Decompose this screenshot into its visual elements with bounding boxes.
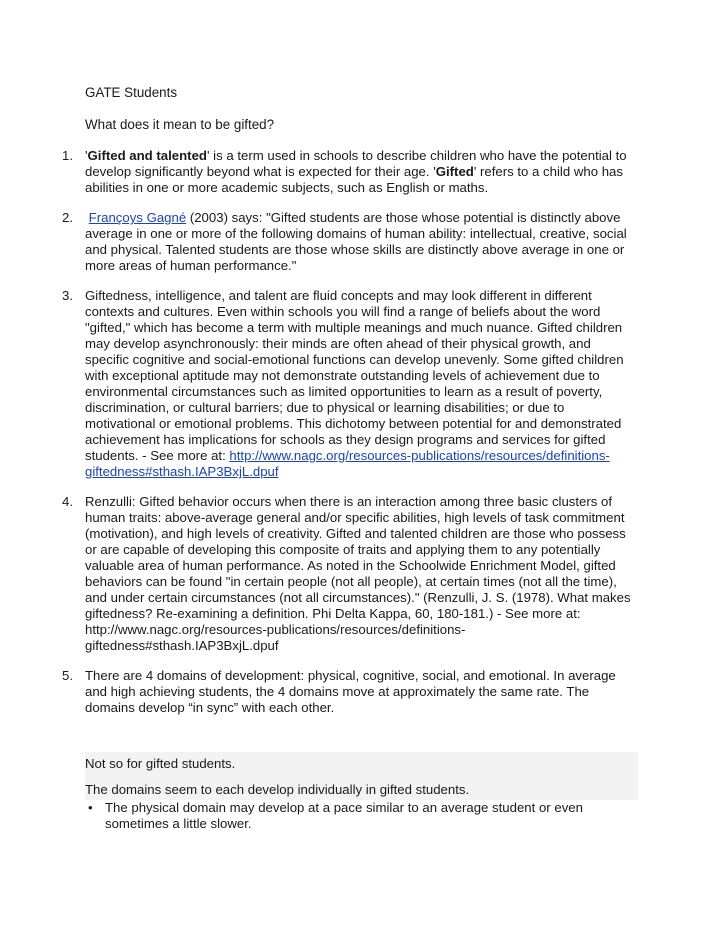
- term-gifted-and-talented: Gifted and talented: [87, 148, 207, 163]
- term-gifted: Gifted: [435, 164, 474, 179]
- list-item: 5. There are 4 domains of development: physical, cognitive, social, and emotional. In average and high achieving students, the 4 domains move at approximately the same rate. The domains develop “in sync” with each other.: [62, 668, 616, 715]
- list-item: 3. Giftedness, intelligence, and talent are fluid concepts and may look different in different contexts and cultures. Even within schools you will find a range of beliefs about the word "gifted," which has become a term with multiple meanings and much nuance. Gifted children may develop asynchronously: their minds are often ahead of their physical growth, and specific cognitive and social-emotional functions can develop unevenly. Some gifted children with exceptional aptitude may not demonstrate outstanding levels of achievement due to environmental circumstances such as limited opportunities to learn as a result of poverty, discrimination, or cultural barriers; due to physical or learning disabilities; or due to motivational or emotional problems. This dichotomy between potential for and demonstrated achievement has implications for schools as they design programs and services for gifted students. - See more at: http://www.nagc.org/resources-publications/resources/definitions-giftedness#sthash.IAP3BxjL.dpuf: [62, 288, 624, 479]
- shaded-note: [85, 752, 638, 800]
- item-number: 4.: [62, 494, 73, 509]
- shaded-line: Not so for gifted students.: [85, 756, 236, 771]
- list-item: 4. Renzulli: Gifted behavior occurs when there is an interaction among three basic clusters of human traits: above-average general and/or specific abilities, high levels of task commitment (motivation), and high levels of creativity. Gifted and talented children are those who possess or are capable of developing this composite of traits and applying them to any potentially valuable area of human performance. As noted in the Schoolwide Enrichment Model, gifted behaviors can be found "in certain people (not all people), at certain times (not all the time), and under certain circumstances (not all circumstances)." (Renzulli, J. S. (1978). What makes giftedness? Re-examining a definition. Phi Delta Kappa, 60, 180-181.) - See more at: http://www.nagc.org/resources-publications/resources/definitions-giftedness#sthash.IAP3BxjL.dpuf: [62, 494, 631, 653]
- item-number: 5.: [62, 668, 73, 683]
- bullet-icon: •: [88, 800, 93, 815]
- list-item: 2. Françoys Gagné (2003) says: "Gifted students are those whose potential is distinctly above average in one or more of the following domains of human ability: intellectual, creative, social and physical. Talented students are those whose skills are distinctly above average in one or more areas of human performance.": [62, 210, 627, 273]
- bullet-item: • The physical domain may develop at a pace similar to an average student or even sometimes a little slower.: [88, 800, 583, 831]
- list-item: 1. 'Gifted and talented' is a term used in schools to describe children who have the potential to develop significantly beyond what is expected for their age. 'Gifted' refers to a child who has abilities in one or more academic subjects, such as English or maths.: [62, 148, 627, 195]
- item-number: 2.: [62, 210, 73, 225]
- item-number: 1.: [62, 148, 73, 163]
- continuation-block: [0, 758, 720, 832]
- item-number: 3.: [62, 288, 73, 303]
- nagc-definitions-link[interactable]: http://www.nagc.org/resources-publications/resources/definitions-giftedness#sthash.IAP3BxjL.dpuf: [85, 448, 610, 479]
- bullet-list: [0, 800, 720, 832]
- shaded-line: The domains seem to each develop individually in gifted students.: [85, 782, 470, 797]
- section-question: What does it mean to be gifted?: [85, 117, 275, 132]
- definitions-list: [0, 148, 720, 730]
- page-title: GATE Students: [85, 85, 178, 100]
- gagne-link[interactable]: Françoys Gagné: [88, 210, 187, 225]
